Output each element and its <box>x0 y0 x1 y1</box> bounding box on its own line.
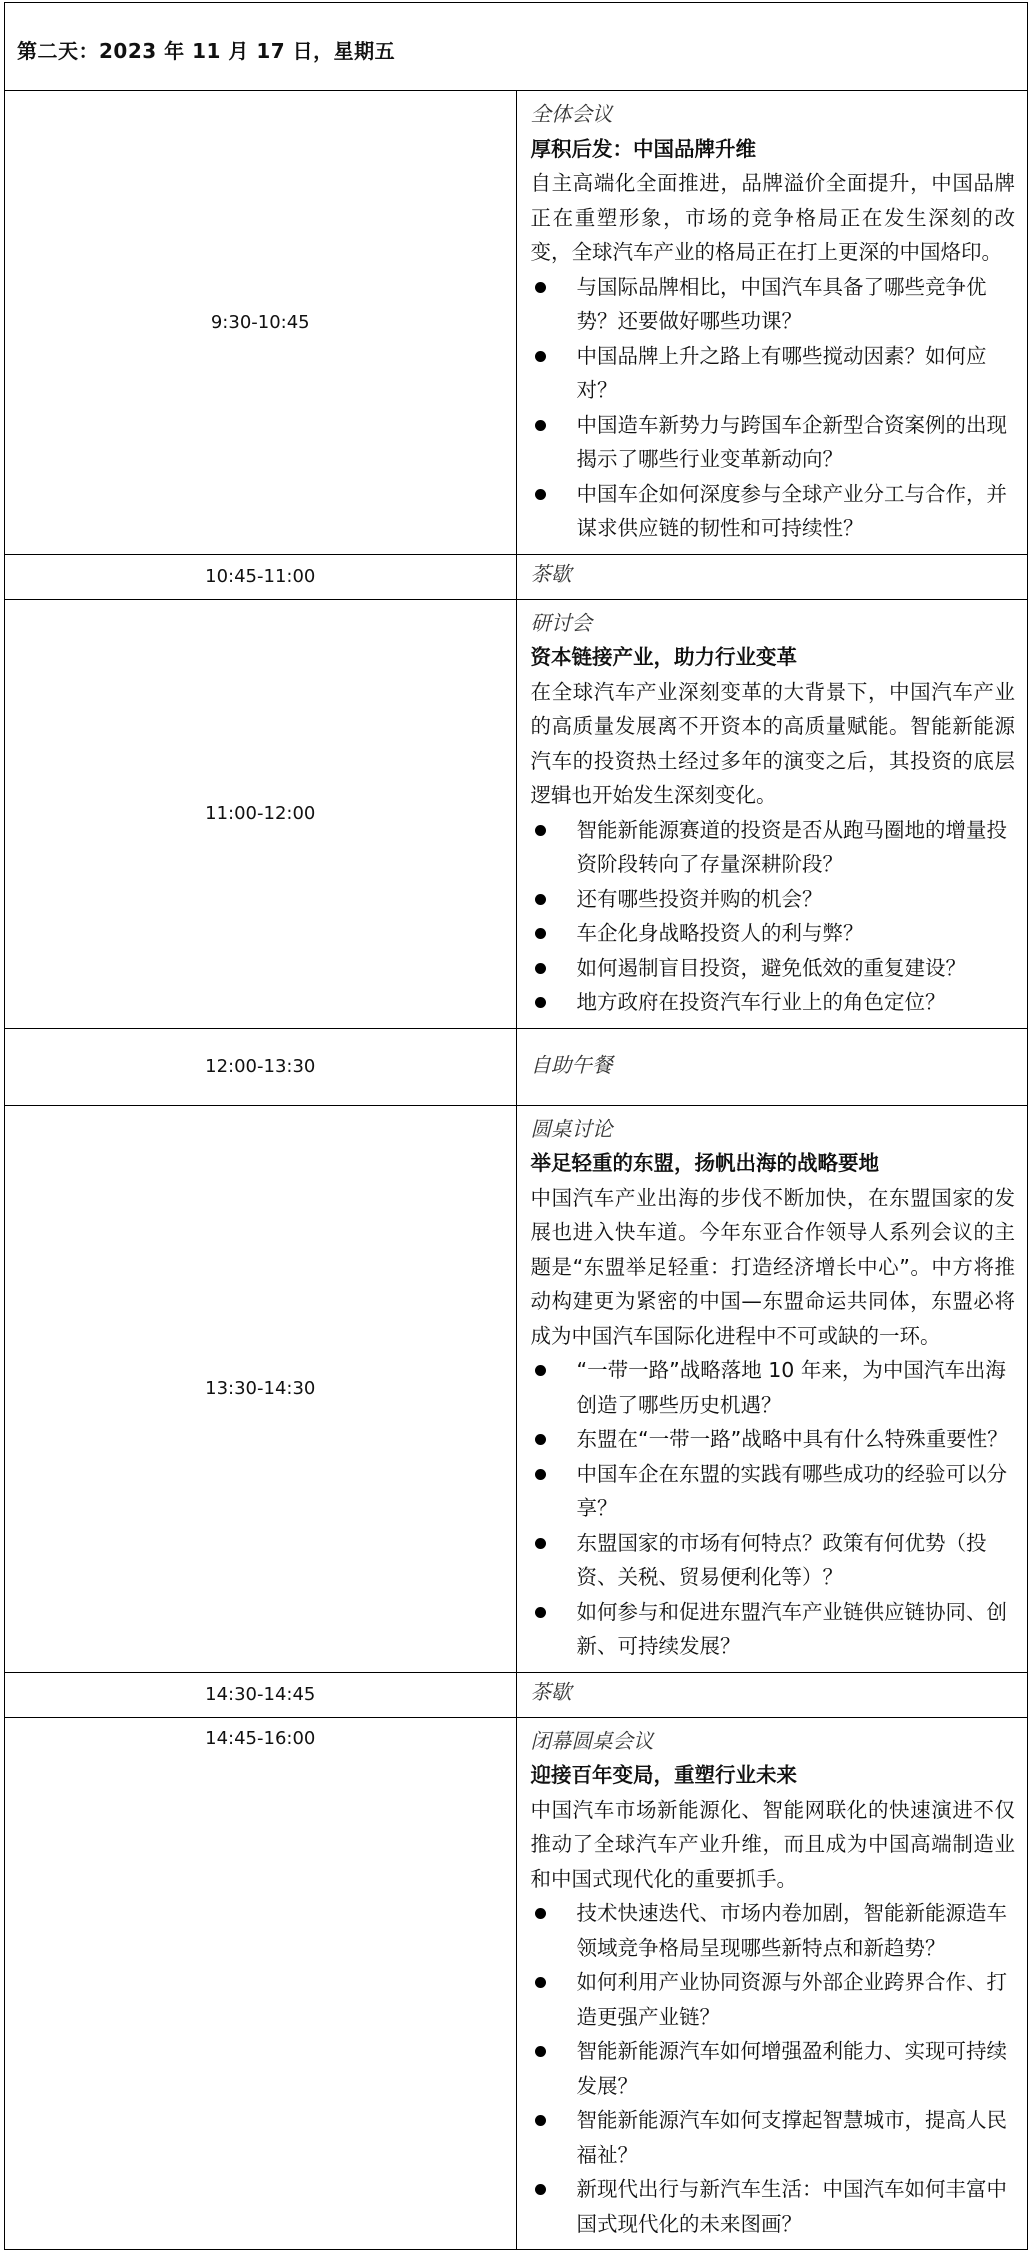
question-item <box>531 951 1016 986</box>
question-text: 东盟在“一带一路”战略中具有什么特殊重要性？ <box>576 1427 1008 1451</box>
question-item <box>531 1896 1016 1965</box>
session-time: 14:45-16:00 <box>5 1717 517 2250</box>
bullet-icon <box>535 351 546 362</box>
session-content <box>516 599 1028 1028</box>
question-text: 智能新能源汽车如何支撑起智慧城市，提高人民福祉？ <box>576 2108 1007 2167</box>
day-header-row <box>5 3 1028 91</box>
bullet-icon <box>535 997 546 1008</box>
session-type: 自助午餐 <box>530 1053 613 1078</box>
question-item <box>531 270 1016 339</box>
bullet-icon <box>535 2046 546 2057</box>
bullet-icon <box>535 2115 546 2126</box>
question-item <box>531 2103 1016 2172</box>
question-text: 如何利用产业协同资源与外部企业跨界合作、打造更强产业链？ <box>576 1970 1007 2029</box>
bullet-icon <box>535 1977 546 1988</box>
session-time: 11:00-12:00 <box>5 599 517 1028</box>
bullet-icon <box>535 1908 546 1919</box>
bullet-icon <box>535 1469 546 1480</box>
session-time: 10:45-11:00 <box>5 554 517 599</box>
bullet-icon <box>535 1538 546 1549</box>
session-content <box>516 1028 1028 1105</box>
session-description: 自主高端化全面推进，品牌溢价全面提升，中国品牌正在重塑形象，市场的竞争格局正在发生深刻的改变，全球汽车产业的格局正在打上更深的中国烙印。 <box>530 171 1015 264</box>
session-title: 举足轻重的东盟，扬帆出海的战略要地 <box>530 1151 879 1175</box>
question-item <box>531 408 1016 477</box>
question-item <box>531 2034 1016 2103</box>
session-time: 13:30-14:30 <box>5 1105 517 1672</box>
session-time: 9:30-10:45 <box>5 91 517 555</box>
session-description: 在全球汽车产业深刻变革的大背景下，中国汽车产业的高质量发展离不开资本的高质量赋能。智能新能源汽车的投资热土经过多年的演变之后，其投资的底层逻辑也开始发生深刻变化。 <box>530 679 1015 807</box>
question-text: 车企化身战略投资人的利与弊？ <box>576 921 864 945</box>
question-list <box>531 813 1016 1020</box>
question-item <box>531 477 1016 546</box>
question-item <box>531 339 1016 408</box>
bullet-icon <box>535 894 546 905</box>
bullet-icon <box>535 963 546 974</box>
session-type: 研讨会 <box>530 610 592 635</box>
question-item <box>531 916 1016 951</box>
session-title: 资本链接产业，助力行业变革 <box>530 645 797 669</box>
question-text: 中国品牌上升之路上有哪些搅动因素？如何应对？ <box>576 343 987 402</box>
bullet-icon <box>535 1365 546 1376</box>
question-text: 智能新能源汽车如何增强盈利能力、实现可持续发展？ <box>576 2039 1007 2098</box>
question-text: 还有哪些投资并购的机会？ <box>576 886 823 911</box>
session-content <box>516 1672 1028 1717</box>
session-type: 茶歇 <box>530 1679 572 1704</box>
session-description: 中国汽车市场新能源化、智能网联化的快速演进不仅推动了全球汽车产业升维，而且成为中国高端制造业和中国式现代化的重要抓手。 <box>530 1797 1015 1891</box>
question-text: 技术快速迭代、市场内卷加剧，智能新能源造车领域竞争格局呈现哪些新特点和新趋势？ <box>576 1901 1007 1960</box>
session-row <box>5 1717 1028 2250</box>
session-row <box>5 91 1028 555</box>
bullet-icon <box>535 420 546 431</box>
question-list <box>531 1353 1016 1664</box>
bullet-icon <box>535 1607 546 1618</box>
lunch-row <box>5 1028 1028 1105</box>
question-text: 如何遏制盲目投资，避免低效的重复建设？ <box>576 955 966 980</box>
session-row <box>5 599 1028 1028</box>
question-item <box>531 1595 1016 1664</box>
session-type: 圆桌讨论 <box>530 1116 613 1141</box>
session-content <box>516 1717 1028 2250</box>
question-text: 如何参与和促进东盟汽车产业链供应链协同、创新、可持续发展？ <box>576 1599 1007 1658</box>
question-text: 中国车企在东盟的实践有哪些成功的经验可以分享？ <box>576 1461 1007 1520</box>
question-item <box>531 985 1016 1020</box>
day-header: 第二天：2023 年 11 月 17 日，星期五 <box>5 3 1028 91</box>
agenda-table <box>4 2 1028 2250</box>
bullet-icon <box>535 825 546 836</box>
question-text: 地方政府在投资汽车行业上的角色定位？ <box>576 990 946 1014</box>
session-content <box>516 554 1028 599</box>
question-list <box>531 1896 1016 2241</box>
question-item <box>531 1422 1016 1457</box>
question-item <box>531 2172 1016 2241</box>
question-item <box>531 1526 1016 1595</box>
question-item <box>531 1353 1016 1422</box>
session-row <box>5 1105 1028 1672</box>
question-item <box>531 1965 1016 2034</box>
question-text: 中国造车新势力与跨国车企新型合资案例的出现揭示了哪些行业变革新动向？ <box>576 412 1007 471</box>
break-row <box>5 554 1028 599</box>
question-text: 智能新能源赛道的投资是否从跑马圈地的增量投资阶段转向了存量深耕阶段？ <box>576 817 1007 876</box>
question-text: 新现代出行与新汽车生活：中国汽车如何丰富中国式现代化的未来图画？ <box>576 2177 1007 2236</box>
session-type: 闭幕圆桌会议 <box>530 1728 654 1753</box>
session-time: 14:30-14:45 <box>5 1672 517 1717</box>
bullet-icon <box>535 2184 546 2195</box>
session-type: 茶歇 <box>530 561 572 586</box>
session-time: 12:00-13:30 <box>5 1028 517 1105</box>
question-item <box>531 813 1016 882</box>
bullet-icon <box>535 1434 546 1445</box>
question-text: 中国车企如何深度参与全球产业分工与合作，并谋求供应链的韧性和可持续性？ <box>576 481 1007 540</box>
break-row <box>5 1672 1028 1717</box>
session-title: 迎接百年变局，重塑行业未来 <box>530 1763 797 1787</box>
question-text: 东盟国家的市场有何特点？政策有何优势（投资、关税、贸易便利化等）？ <box>576 1530 987 1589</box>
question-list <box>531 270 1016 546</box>
bullet-icon <box>535 928 546 939</box>
session-type: 全体会议 <box>530 102 613 126</box>
question-text: “一带一路”战略落地 10 年来，为中国汽车出海创造了哪些历史机遇？ <box>576 1358 1006 1417</box>
session-content <box>516 1105 1028 1672</box>
question-item <box>531 882 1016 917</box>
bullet-icon <box>535 282 546 293</box>
session-description: 中国汽车产业出海的步伐不断加快，在东盟国家的发展也进入快车道。今年东亚合作领导人系列会议的主题是“东盟举足轻重：打造经济增长中心”。中方将推动构建更为紧密的中国—东盟命运共同体，东盟必将成为中国汽车国际化进程中不可或缺的一环。 <box>530 1185 1015 1348</box>
bullet-icon <box>535 489 546 500</box>
question-text: 与国际品牌相比，中国汽车具备了哪些竞争优势？还要做好哪些功课？ <box>576 274 987 333</box>
session-title: 厚积后发：中国品牌升维 <box>530 136 756 161</box>
session-content <box>516 91 1028 555</box>
question-item <box>531 1457 1016 1526</box>
